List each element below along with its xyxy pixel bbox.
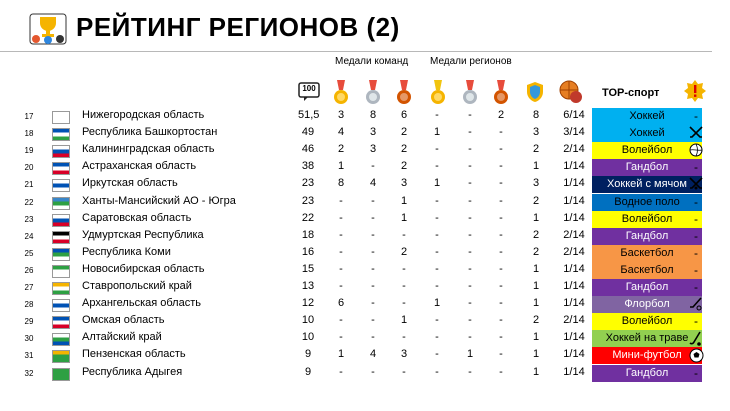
region-flag-icon	[52, 128, 70, 141]
table-row	[0, 194, 730, 211]
t1-cell: 3	[337, 109, 345, 121]
shield-cell: 2	[532, 194, 540, 207]
t2-cell: 3	[369, 143, 377, 156]
t2-cell: -	[371, 365, 375, 378]
t3-cell: 3	[400, 177, 408, 190]
t1-cell: -	[339, 228, 343, 241]
region-name: Удмуртская Республика	[82, 228, 204, 241]
frac-cell: 1/14	[563, 331, 585, 344]
r2-cell: -	[468, 262, 472, 275]
r2-cell: -	[468, 297, 472, 310]
shield-cell: 2	[532, 143, 540, 156]
score-cell: 23	[301, 177, 315, 190]
r1-cell: -	[435, 194, 439, 207]
t2-cell: 3	[369, 126, 377, 139]
r1-cell: -	[435, 245, 439, 258]
rank-cell: 31	[24, 351, 34, 361]
frac-cell: 1/14	[563, 160, 585, 173]
rank-cell: 24	[24, 231, 34, 241]
region-name: Алтайский край	[82, 331, 162, 344]
t1-cell: -	[339, 331, 343, 344]
region-name: Астраханская область	[82, 160, 197, 173]
r3-cell: -	[499, 194, 503, 207]
score-cell: 23	[301, 194, 315, 207]
r1-cell: -	[435, 143, 439, 156]
t2-cell: -	[371, 194, 375, 207]
r2-cell: -	[468, 143, 472, 156]
score-badge-label: 100	[302, 84, 316, 93]
t3-cell: -	[402, 331, 406, 344]
r3-cell: -	[499, 280, 503, 292]
r3-cell: -	[499, 160, 503, 173]
t3-cell: -	[402, 297, 406, 310]
t2-cell: 4	[369, 177, 377, 190]
top-sport-cell: Волейбол	[592, 211, 702, 229]
rank-cell: 30	[24, 334, 34, 344]
shield-cell: 8	[532, 109, 540, 121]
r3-cell: -	[499, 331, 503, 344]
t3-cell: -	[402, 228, 406, 241]
t3-cell: 2	[400, 245, 408, 258]
shield-cell: 1	[532, 160, 540, 173]
frac-cell: 1/14	[563, 365, 585, 378]
t3-cell: 6	[400, 109, 408, 121]
r3-cell: -	[499, 228, 503, 241]
top-sport-cell: Баскетбол	[592, 262, 702, 280]
t3-cell: 2	[400, 143, 408, 156]
t1-cell: 1	[337, 348, 345, 361]
region-gold-medal-icon	[431, 80, 445, 106]
top-sport-cell: Гандбол	[592, 228, 702, 246]
frac-cell: 3/14	[563, 126, 585, 139]
r1-cell: -	[435, 314, 439, 327]
region-flag-icon	[52, 299, 70, 312]
shield-cell: 3	[532, 126, 540, 139]
t1-cell: 1	[337, 160, 345, 173]
rank-cell: 32	[24, 368, 34, 378]
region-name: Омская область	[82, 314, 165, 327]
top-sport-cell: Волейбол	[592, 142, 702, 160]
sport-icon-empty: -	[694, 160, 698, 175]
region-name: Республика Адыгея	[82, 365, 183, 378]
t3-cell: -	[402, 280, 406, 292]
table-row	[0, 262, 730, 279]
frac-cell: 1/14	[563, 177, 585, 190]
top-sport-cell: Флорбол	[592, 296, 702, 314]
t1-cell: 4	[337, 126, 345, 139]
t1-cell: 2	[337, 143, 345, 156]
table-row	[0, 347, 730, 364]
t2-cell: -	[371, 262, 375, 275]
region-name: Республика Коми	[82, 245, 171, 258]
team-medals-header: Медали команд	[335, 56, 409, 67]
frac-cell: 2/14	[563, 314, 585, 327]
r1-cell: -	[435, 280, 439, 292]
frac-cell: 1/14	[563, 297, 585, 310]
region-flag-icon	[52, 316, 70, 329]
r1-cell: 1	[433, 297, 441, 310]
top-sport-cell: Волейбол	[592, 313, 702, 331]
top-sport-cell: Гандбол	[592, 279, 702, 297]
t1-cell: 6	[337, 297, 345, 310]
rank-cell: 21	[24, 180, 34, 190]
r1-cell: -	[435, 262, 439, 275]
r3-cell: -	[499, 143, 503, 156]
r2-cell: -	[468, 211, 472, 224]
sport-icon-empty: -	[694, 194, 698, 209]
shield-cell: 1	[532, 331, 540, 344]
table-row	[0, 365, 730, 382]
t3-cell: -	[402, 262, 406, 275]
region-name: Саратовская область	[82, 211, 192, 224]
sport-icon-empty: -	[694, 280, 698, 294]
top-sport-cell: Гандбол	[592, 365, 702, 383]
rank-cell: 25	[24, 248, 34, 258]
r3-cell: -	[499, 262, 503, 275]
region-name: Иркутская область	[82, 177, 178, 190]
region-flag-icon	[52, 333, 70, 346]
score-cell: 16	[301, 245, 315, 258]
r3-cell: -	[499, 348, 503, 361]
region-flag-icon	[52, 282, 70, 295]
region-flag-icon	[52, 265, 70, 278]
t1-cell: -	[339, 245, 343, 258]
r1-cell: -	[435, 365, 439, 378]
page-title: РЕЙТИНГ РЕГИОНОВ (2)	[76, 12, 400, 42]
r3-cell: -	[499, 245, 503, 258]
title-divider	[0, 51, 712, 52]
alert-icon	[684, 80, 706, 102]
region-name: Пензенская область	[82, 348, 186, 361]
t3-cell: 2	[400, 126, 408, 139]
region-name: Нижегородская область	[82, 109, 205, 121]
t2-cell: 8	[369, 109, 377, 121]
region-flag-icon	[52, 214, 70, 227]
shield-cell: 1	[532, 211, 540, 224]
top-sport-cell: Хоккей	[592, 125, 702, 143]
frac-cell: 1/14	[563, 280, 585, 292]
region-flag-icon	[52, 350, 70, 363]
t2-cell: -	[371, 314, 375, 327]
sport-icon-empty: -	[694, 314, 698, 329]
t3-cell: 1	[400, 314, 408, 327]
score-cell: 51,5	[298, 109, 320, 121]
shield-cell: 1	[532, 297, 540, 310]
t1-cell: -	[339, 314, 343, 327]
r3-cell: -	[499, 365, 503, 378]
region-name: Новосибирская область	[82, 262, 205, 275]
r1-cell: -	[435, 211, 439, 224]
shield-cell: 1	[532, 365, 540, 378]
r2-cell: -	[468, 160, 472, 173]
frac-cell: 1/14	[563, 211, 585, 224]
frac-cell: 2/14	[563, 143, 585, 156]
rank-cell: 22	[24, 197, 34, 207]
r2-cell: -	[468, 194, 472, 207]
r2-cell: -	[468, 245, 472, 258]
t2-cell: -	[371, 280, 375, 292]
floorball-stick-icon	[688, 297, 704, 314]
t3-cell: 3	[400, 348, 408, 361]
top-sport-cell: Гандбол	[592, 159, 702, 177]
r1-cell: -	[435, 348, 439, 361]
top-sport-cell: Хоккей	[592, 108, 702, 126]
shield-cell: 2	[532, 314, 540, 327]
score-cell: 22	[301, 211, 315, 224]
region-flag-icon	[52, 231, 70, 244]
r2-cell: -	[468, 314, 472, 327]
region-name: Архангельская область	[82, 297, 201, 310]
top-sport-cell: Хоккей с мячом	[592, 176, 702, 194]
sport-icon-empty: -	[694, 228, 698, 243]
score-cell: 10	[301, 314, 315, 327]
r1-cell: 1	[433, 177, 441, 190]
sport-icon-empty: -	[694, 365, 698, 380]
table-row	[0, 159, 730, 176]
shield-cell: 2	[532, 245, 540, 258]
sport-icon-empty: -	[694, 109, 698, 123]
t1-cell: -	[339, 211, 343, 224]
frac-cell: 6/14	[563, 109, 585, 121]
table-row	[0, 108, 730, 125]
rank-cell: 20	[24, 163, 34, 173]
t3-cell: 2	[400, 160, 408, 173]
region-name: Ханты-Мансийский АО - Югра	[82, 194, 236, 207]
r3-cell: -	[499, 314, 503, 327]
r1-cell: -	[435, 160, 439, 173]
shield-cell: 1	[532, 280, 540, 292]
score-cell: 10	[301, 331, 315, 344]
frac-cell: 1/14	[563, 194, 585, 207]
table-row	[0, 296, 730, 313]
shield-icon	[526, 81, 544, 103]
shield-cell: 3	[532, 177, 540, 190]
top-sport-cell: Мини-футбол	[592, 347, 702, 365]
top-sport-cell: Баскетбол	[592, 245, 702, 263]
score-cell: 12	[301, 297, 315, 310]
table-row	[0, 279, 730, 296]
table-row	[0, 228, 730, 245]
frac-cell: 1/14	[563, 262, 585, 275]
t3-cell: 1	[400, 211, 408, 224]
region-flag-icon	[52, 145, 70, 158]
r2-cell: -	[468, 177, 472, 190]
table-row	[0, 142, 730, 159]
score-cell: 18	[301, 228, 315, 241]
r2-cell: -	[468, 365, 472, 378]
r3-cell: 2	[497, 109, 505, 121]
t1-cell: -	[339, 280, 343, 292]
rank-cell: 18	[24, 129, 34, 139]
t2-cell: -	[371, 211, 375, 224]
region-bronze-medal-icon	[494, 80, 508, 106]
r1-cell: -	[435, 228, 439, 241]
region-flag-icon	[52, 111, 70, 124]
team-gold-medal-icon	[334, 80, 348, 106]
rank-cell: 27	[24, 283, 34, 292]
t3-cell: -	[402, 365, 406, 378]
region-silver-medal-icon	[463, 80, 477, 106]
region-flag-icon	[52, 197, 70, 210]
sport-icon-empty: -	[694, 245, 698, 260]
t1-cell: -	[339, 365, 343, 378]
shield-cell: 1	[532, 262, 540, 275]
team-bronze-medal-icon	[397, 80, 411, 106]
region-flag-icon	[52, 248, 70, 261]
region-flag-icon	[52, 179, 70, 192]
rank-cell: 26	[24, 265, 34, 275]
top-sport-cell: Водное поло	[592, 194, 702, 212]
region-medals-header: Медали регионов	[430, 56, 512, 67]
volleyball-icon	[688, 143, 704, 160]
t1-cell: -	[339, 194, 343, 207]
r2-cell: -	[468, 228, 472, 241]
team-silver-medal-icon	[366, 80, 380, 106]
t2-cell: -	[371, 160, 375, 173]
frac-cell: 2/14	[563, 245, 585, 258]
r2-cell: -	[468, 109, 472, 121]
rank-cell: 28	[24, 300, 34, 310]
r2-cell: -	[468, 280, 472, 292]
region-flag-icon	[52, 368, 70, 381]
score-cell: 46	[301, 143, 315, 156]
t1-cell: 8	[337, 177, 345, 190]
shield-cell: 2	[532, 228, 540, 241]
table-row	[0, 125, 730, 142]
r1-cell: 1	[433, 126, 441, 139]
r2-cell: -	[468, 331, 472, 344]
trophy-icon	[28, 12, 68, 46]
rank-cell: 29	[24, 317, 34, 327]
hockey-sticks-icon	[688, 126, 704, 142]
region-name: Республика Башкортостан	[82, 126, 218, 139]
r2-cell: 1	[466, 348, 474, 361]
t3-cell: 1	[400, 194, 408, 207]
table-row	[0, 330, 730, 347]
score-cell: 9	[304, 365, 312, 378]
sports-balls-icon	[558, 80, 584, 104]
sport-icon-empty: -	[694, 211, 698, 226]
frac-cell: 1/14	[563, 348, 585, 361]
table-row	[0, 211, 730, 228]
sport-icon-empty: -	[694, 262, 698, 277]
shield-cell: 1	[532, 348, 540, 361]
t2-cell: -	[371, 228, 375, 241]
region-name: Ставропольский край	[82, 280, 192, 292]
score-cell: 15	[301, 262, 315, 275]
table-row	[0, 245, 730, 262]
top-sport-cell: Хоккей на траве	[592, 330, 702, 348]
score-cell: 13	[301, 280, 315, 292]
t2-cell: -	[371, 297, 375, 310]
t1-cell: -	[339, 262, 343, 275]
table-row	[0, 313, 730, 330]
r3-cell: -	[499, 126, 503, 139]
r3-cell: -	[499, 297, 503, 310]
top-sport-header: ТОР-спорт	[602, 87, 660, 99]
region-name: Калининградская область	[82, 143, 215, 156]
rank-cell: 17	[24, 112, 34, 121]
r1-cell: -	[435, 331, 439, 344]
r3-cell: -	[499, 177, 503, 190]
rank-cell: 23	[24, 214, 34, 224]
bandy-sticks-icon	[688, 177, 704, 193]
score-cell: 49	[301, 126, 315, 139]
region-flag-icon	[52, 162, 70, 175]
rank-cell: 19	[24, 146, 34, 156]
score-badge-icon	[298, 82, 320, 102]
r1-cell: -	[435, 109, 439, 121]
t2-cell: -	[371, 331, 375, 344]
t2-cell: -	[371, 245, 375, 258]
score-cell: 38	[301, 160, 315, 173]
score-cell: 9	[304, 348, 312, 361]
t2-cell: 4	[369, 348, 377, 361]
frac-cell: 2/14	[563, 228, 585, 241]
r2-cell: -	[468, 126, 472, 139]
r3-cell: -	[499, 211, 503, 224]
table-row	[0, 176, 730, 193]
